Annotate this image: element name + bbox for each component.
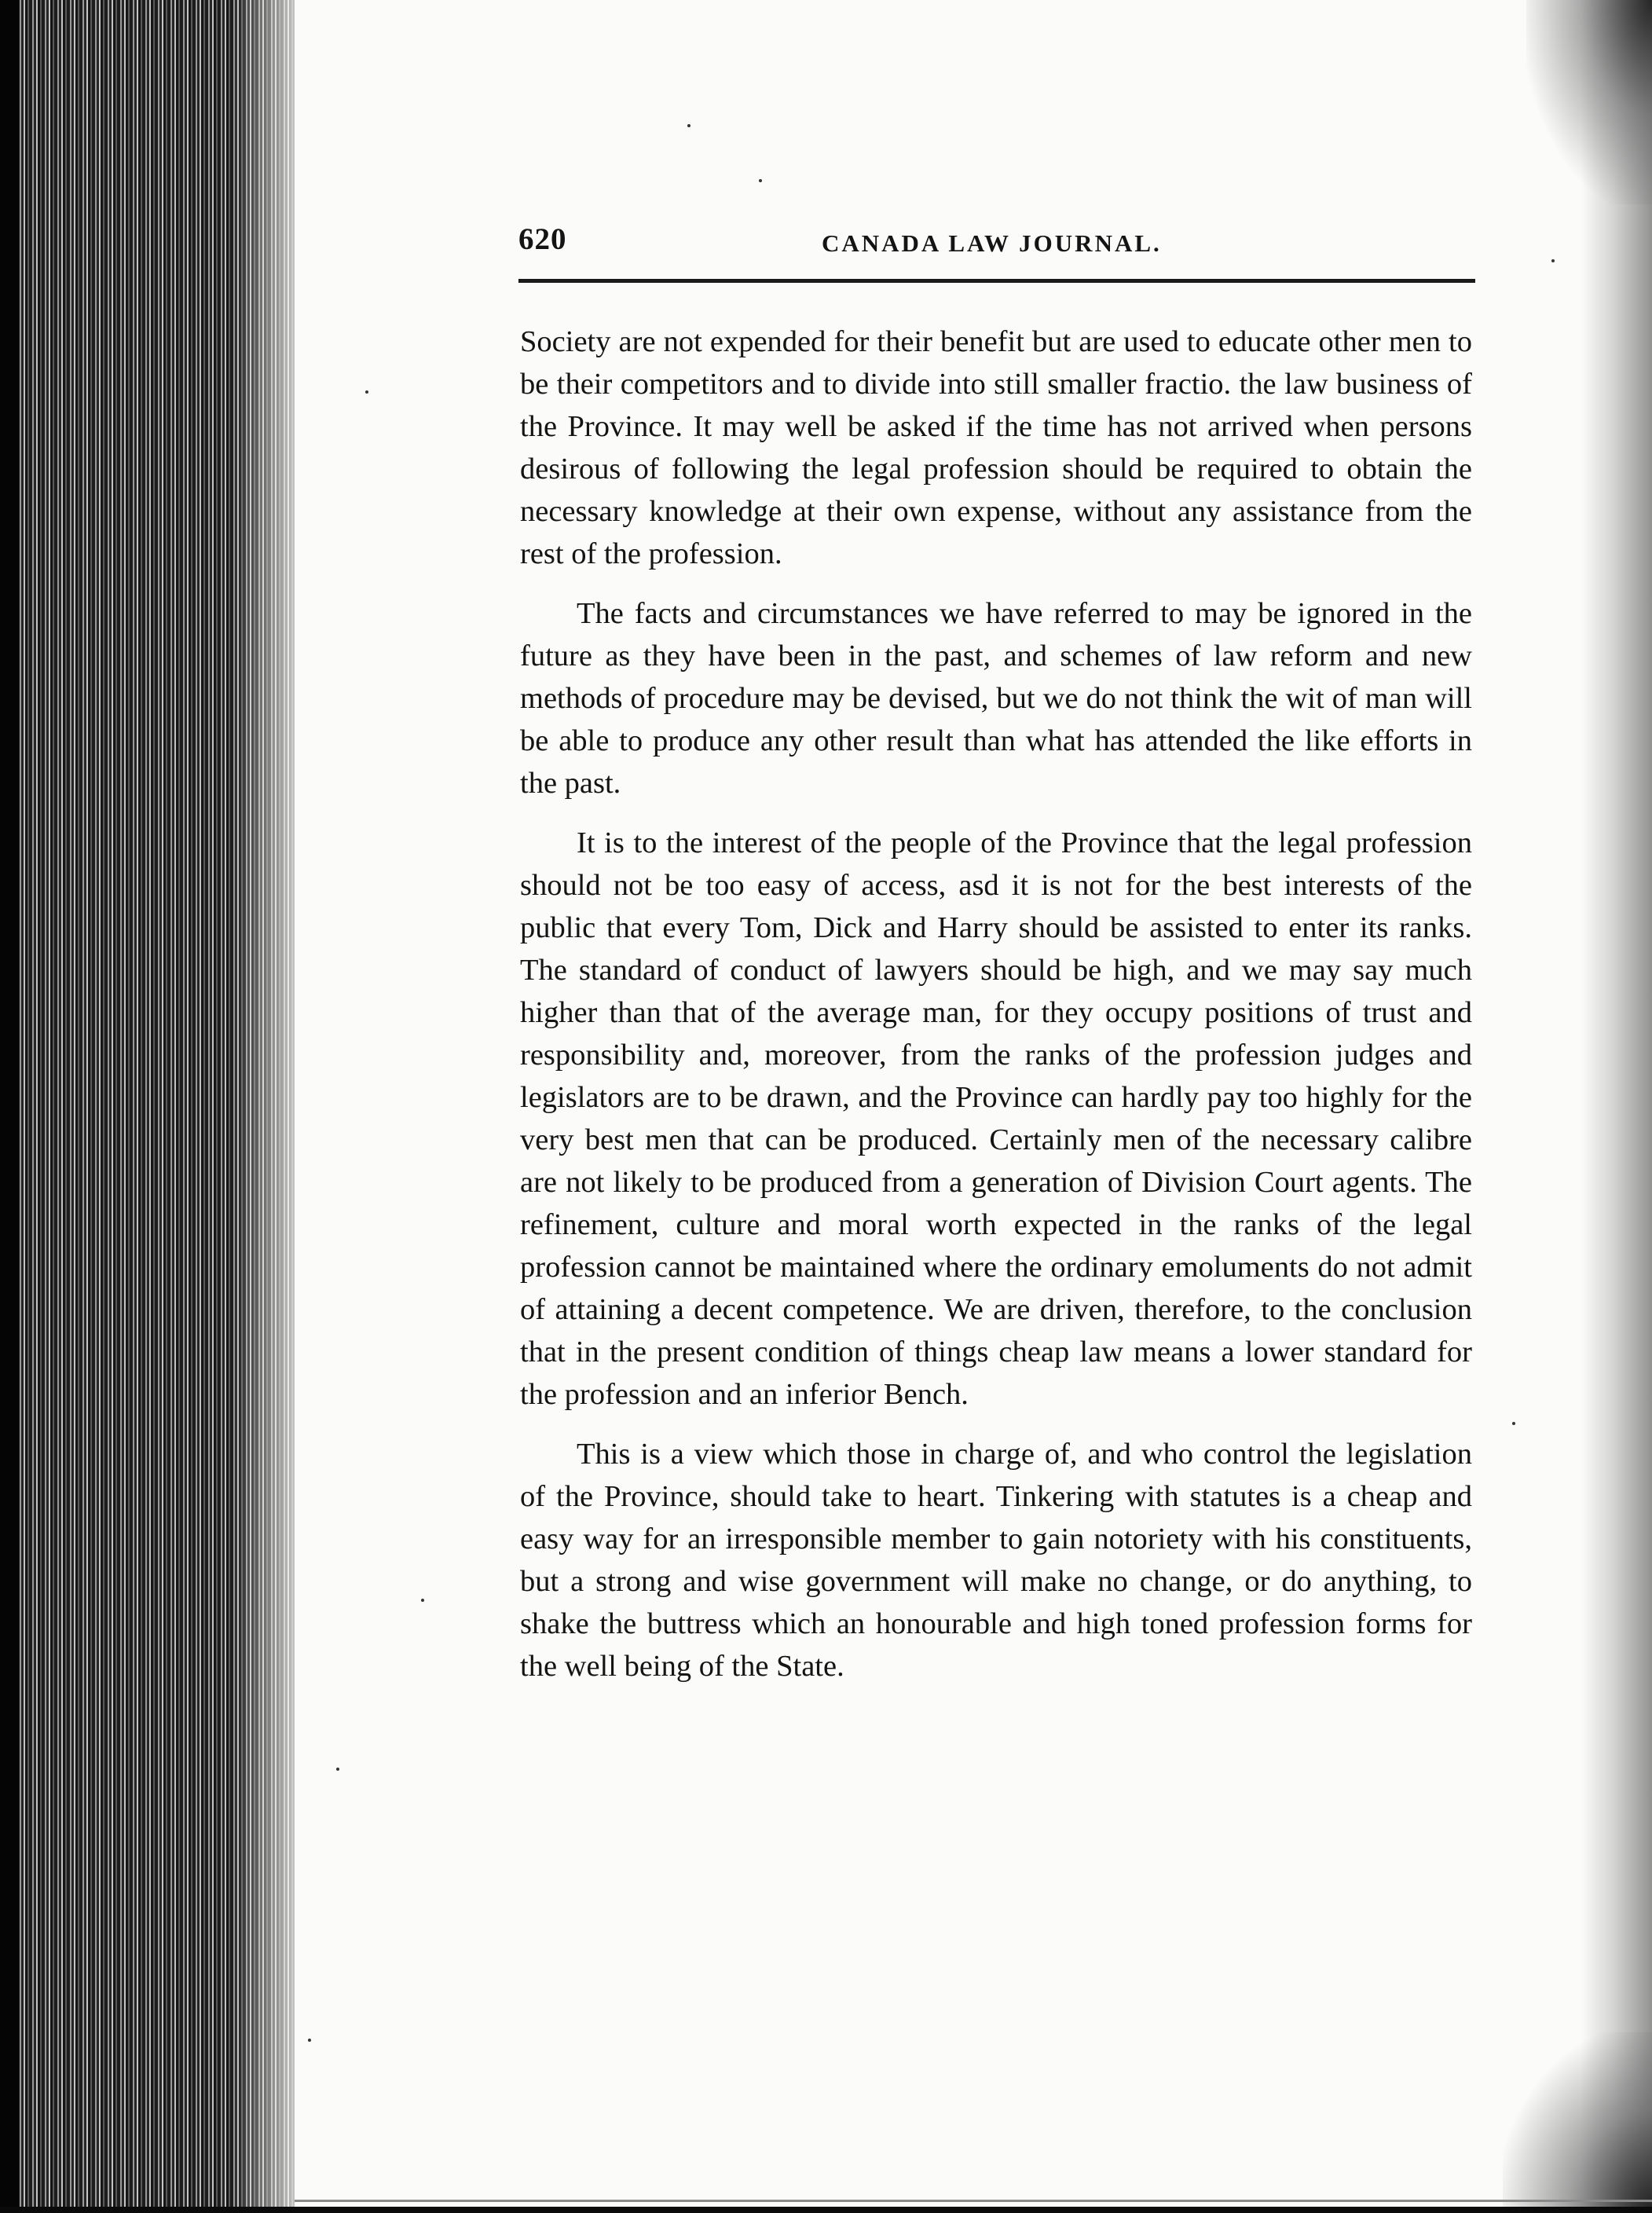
scan-border-bottom (0, 2207, 1652, 2213)
scan-speck (336, 1768, 339, 1771)
running-head: CANADA LAW JOURNAL. (822, 229, 1162, 257)
book-binding-gutter (0, 0, 295, 2213)
page-corner-top-right (1526, 0, 1652, 204)
scan-speck (308, 2039, 311, 2042)
article-body (520, 321, 1472, 1705)
paragraph: Society are not expended for their benefit but are used to educate other men to be their competitors and to divide into still smaller fractio. the law business of the Province. It may well be asked if the time has not arrived when persons desirous of following the legal profession should be required to obtain the necessary knowledge at their own expense, without any assistance from the rest of the profession. (520, 325, 1472, 570)
page-number: 620 (518, 222, 567, 256)
page-edge-shadow (1581, 0, 1652, 2213)
scan-speck (421, 1599, 424, 1602)
scan-speck (759, 179, 762, 182)
scan-speck (687, 124, 690, 127)
page-bottom-edge (295, 2200, 1652, 2202)
binding-edge (0, 0, 19, 2213)
scan-speck (365, 390, 368, 394)
page-header (518, 222, 1473, 277)
page-corner-bottom-right (1503, 2032, 1652, 2213)
paragraph: It is to the interest of the people of the Province that the legal profession should not be too easy of access, asd it is not for the best interests of the public that every Tom, Dick and Harry should be assisted to enter its ranks. The standard of conduct of lawyers should be high, and we may say much higher than that of the average man, for they occupy positions of trust and responsibility and, moreover, from the ranks of the profession judges and legislators are to be drawn, and the Province can hardly pay too highly for the very best men that can be produced. Certainly men of the necessary calibre are not likely to be produced from a generation of Division Court agents. The refinement, culture and moral worth expected in the ranks of the legal profession cannot be maintained where the ordinary emoluments do not admit of attaining a decent competence. We are driven, therefore, to the conclusion that in the present condition of things cheap law means a lower standard for the profession and an inferior Bench. (520, 826, 1472, 1411)
scan-speck (1551, 259, 1555, 262)
paragraph: The facts and circumstances we have referred to may be ignored in the future as they have been in the past, and schemes of law reform and new methods of procedure may be devised, but we do not think the wit of man will be able to produce any other result than what has attended the like efforts in the past. (520, 597, 1472, 800)
header-rule (518, 279, 1475, 283)
scan-speck (1512, 1422, 1515, 1425)
paragraph: This is a view which those in charge of, and who control the legislation of the Province, should take to heart. Tinkering with statutes is a cheap and easy way for an irresponsible member to gain notoriety with his constituents, but a strong and wise government will make no change, or do anything, to shake the buttress which an honourable and high toned profession forms for the well being of the State. (520, 1438, 1472, 1683)
